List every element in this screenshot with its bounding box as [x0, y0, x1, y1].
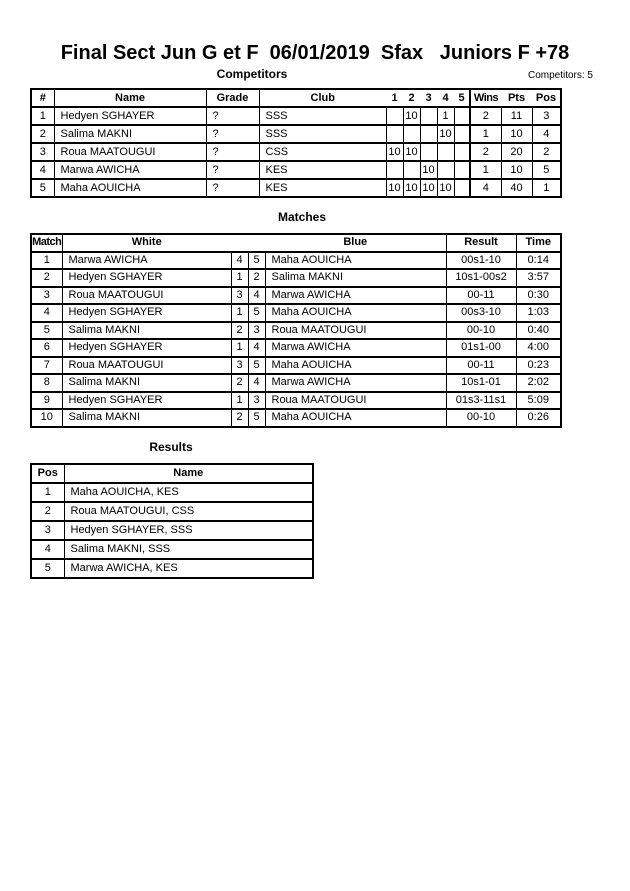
competitor-num-cell: 2	[31, 125, 54, 143]
competitor-score-cell: 10	[403, 107, 420, 125]
match-white-seed-cell: 1	[231, 304, 248, 322]
competitor-wins-cell: 4	[470, 179, 501, 197]
matches-col-blue: Blue	[265, 234, 446, 252]
match-blue-name-cell: Salima MAKNI	[265, 269, 446, 287]
competitor-score-cell	[437, 143, 454, 161]
result-row	[31, 521, 313, 540]
match-num-cell: 4	[31, 304, 62, 322]
match-result-cell: 00-11	[446, 287, 516, 305]
match-result-cell: 00s1-10	[446, 252, 516, 270]
competitor-num-cell: 3	[31, 143, 54, 161]
match-white-name-cell: Salima MAKNI	[62, 409, 231, 427]
match-white-seed-cell: 1	[231, 392, 248, 410]
matches-col-white: White	[62, 234, 231, 252]
competitor-score-cell	[454, 107, 470, 125]
matches-col-time: Time	[516, 234, 561, 252]
match-time-cell: 0:26	[516, 409, 561, 427]
match-white-seed-cell: 2	[231, 322, 248, 340]
result-pos-cell: 5	[31, 559, 64, 578]
match-time-cell: 0:14	[516, 252, 561, 270]
competitor-score-cell	[386, 125, 403, 143]
competitors-table	[30, 88, 562, 198]
matches-col-result: Result	[446, 234, 516, 252]
match-blue-seed-cell: 4	[248, 287, 265, 305]
matches-section-title: Matches	[277, 210, 327, 224]
match-result-cell: 10s1-00s2	[446, 269, 516, 287]
match-result-cell: 00-11	[446, 357, 516, 375]
matches-table	[30, 233, 562, 428]
match-row	[31, 392, 561, 410]
matches-col-blue-num	[248, 234, 265, 252]
competitor-name-cell: Roua MAATOUGUI	[54, 143, 206, 161]
match-row	[31, 287, 561, 305]
result-row	[31, 540, 313, 559]
match-white-seed-cell: 4	[231, 252, 248, 270]
match-num-cell: 10	[31, 409, 62, 427]
match-time-cell: 0:40	[516, 322, 561, 340]
competitors-col-pts: Pts	[501, 89, 532, 107]
result-name-cell: Marwa AWICHA, KES	[64, 559, 313, 578]
match-blue-name-cell: Marwa AWICHA	[265, 287, 446, 305]
competitor-score-cell	[420, 107, 437, 125]
result-name-cell: Salima MAKNI, SSS	[64, 540, 313, 559]
competitor-row	[31, 125, 561, 143]
match-row	[31, 339, 561, 357]
match-num-cell: 2	[31, 269, 62, 287]
competitor-score-cell	[420, 143, 437, 161]
match-blue-seed-cell: 4	[248, 374, 265, 392]
competitors-col-club: Club	[259, 89, 386, 107]
result-pos-cell: 3	[31, 521, 64, 540]
competitor-pts-cell: 40	[501, 179, 532, 197]
match-blue-seed-cell: 5	[248, 304, 265, 322]
match-num-cell: 5	[31, 322, 62, 340]
match-row	[31, 322, 561, 340]
match-white-name-cell: Marwa AWICHA	[62, 252, 231, 270]
match-row	[31, 357, 561, 375]
match-result-cell: 00-10	[446, 322, 516, 340]
match-white-name-cell: Hedyen SGHAYER	[62, 392, 231, 410]
match-white-name-cell: Salima MAKNI	[62, 322, 231, 340]
competitor-wins-cell: 1	[470, 161, 501, 179]
match-time-cell: 5:09	[516, 392, 561, 410]
competitor-row	[31, 161, 561, 179]
competitor-pos-cell: 1	[532, 179, 561, 197]
match-num-cell: 3	[31, 287, 62, 305]
competitor-score-cell	[437, 161, 454, 179]
match-white-name-cell: Roua MAATOUGUI	[62, 287, 231, 305]
match-row	[31, 409, 561, 427]
competitors-col-round-1: 1	[386, 89, 403, 107]
match-white-name-cell: Hedyen SGHAYER	[62, 304, 231, 322]
match-time-cell: 0:30	[516, 287, 561, 305]
match-row	[31, 304, 561, 322]
competitor-wins-cell: 2	[470, 107, 501, 125]
result-pos-cell: 4	[31, 540, 64, 559]
match-result-cell: 00-10	[446, 409, 516, 427]
competitors-col-round-3: 3	[420, 89, 437, 107]
competitor-row	[31, 179, 561, 197]
competitor-num-cell: 4	[31, 161, 54, 179]
match-time-cell: 3:57	[516, 269, 561, 287]
competitor-grade-cell: ?	[206, 179, 259, 197]
match-row	[31, 252, 561, 270]
match-white-seed-cell: 1	[231, 339, 248, 357]
results-section-title: Results	[149, 440, 193, 454]
competitor-score-cell	[454, 161, 470, 179]
match-blue-seed-cell: 3	[248, 392, 265, 410]
result-row	[31, 559, 313, 578]
competitor-score-cell: 10	[403, 143, 420, 161]
competitor-name-cell: Salima MAKNI	[54, 125, 206, 143]
competitor-pos-cell: 2	[532, 143, 561, 161]
competitor-score-cell: 10	[437, 179, 454, 197]
match-blue-seed-cell: 3	[248, 322, 265, 340]
competitor-score-cell: 10	[403, 179, 420, 197]
matches-col-white-num	[231, 234, 248, 252]
competitor-club-cell: CSS	[259, 143, 386, 161]
result-pos-cell: 1	[31, 483, 64, 502]
competitor-wins-cell: 1	[470, 125, 501, 143]
competitors-col-pos: Pos	[532, 89, 561, 107]
competitor-wins-cell: 2	[470, 143, 501, 161]
result-pos-cell: 2	[31, 502, 64, 521]
match-white-name-cell: Hedyen SGHAYER	[62, 269, 231, 287]
match-num-cell: 7	[31, 357, 62, 375]
competitor-club-cell: SSS	[259, 107, 386, 125]
match-row	[31, 374, 561, 392]
match-white-seed-cell: 3	[231, 287, 248, 305]
match-blue-seed-cell: 5	[248, 252, 265, 270]
match-white-seed-cell: 3	[231, 357, 248, 375]
match-time-cell: 4:00	[516, 339, 561, 357]
competitor-name-cell: Marwa AWICHA	[54, 161, 206, 179]
competitor-pos-cell: 4	[532, 125, 561, 143]
competitor-pts-cell: 10	[501, 161, 532, 179]
match-num-cell: 9	[31, 392, 62, 410]
result-name-cell: Hedyen SGHAYER, SSS	[64, 521, 313, 540]
competitor-score-cell: 1	[437, 107, 454, 125]
match-blue-name-cell: Marwa AWICHA	[265, 374, 446, 392]
match-white-seed-cell: 2	[231, 409, 248, 427]
match-white-name-cell: Roua MAATOUGUI	[62, 357, 231, 375]
competitor-pos-cell: 5	[532, 161, 561, 179]
competitor-score-cell	[403, 125, 420, 143]
competitor-row	[31, 107, 561, 125]
competitors-col-round-4: 4	[437, 89, 454, 107]
results-col-name: Name	[64, 464, 313, 483]
competitor-club-cell: KES	[259, 161, 386, 179]
matches-col-match: Match	[31, 234, 62, 252]
competitors-col-grade: Grade	[206, 89, 259, 107]
results-table	[30, 463, 314, 579]
match-blue-name-cell: Maha AOUICHA	[265, 409, 446, 427]
competitor-num-cell: 1	[31, 107, 54, 125]
matches-header-row	[31, 234, 561, 252]
competitors-col-num: #	[31, 89, 54, 107]
match-time-cell: 1:03	[516, 304, 561, 322]
competitors-section-title: Competitors	[216, 67, 288, 81]
match-time-cell: 0:23	[516, 357, 561, 375]
competitor-score-cell	[454, 143, 470, 161]
competitor-pos-cell: 3	[532, 107, 561, 125]
competitor-score-cell	[420, 125, 437, 143]
match-result-cell: 10s1-01	[446, 374, 516, 392]
match-white-seed-cell: 2	[231, 374, 248, 392]
competitors-col-name: Name	[54, 89, 206, 107]
competitors-col-wins: Wins	[470, 89, 501, 107]
results-col-pos: Pos	[31, 464, 64, 483]
competitor-name-cell: Hedyen SGHAYER	[54, 107, 206, 125]
competitor-score-cell	[454, 125, 470, 143]
match-white-seed-cell: 1	[231, 269, 248, 287]
competitor-grade-cell: ?	[206, 107, 259, 125]
match-blue-seed-cell: 5	[248, 357, 265, 375]
match-num-cell: 6	[31, 339, 62, 357]
match-blue-name-cell: Maha AOUICHA	[265, 252, 446, 270]
competitor-row	[31, 143, 561, 161]
match-blue-seed-cell: 4	[248, 339, 265, 357]
competitors-col-round-2: 2	[403, 89, 420, 107]
competitors-header-row	[31, 89, 561, 107]
match-blue-name-cell: Roua MAATOUGUI	[265, 392, 446, 410]
match-row	[31, 269, 561, 287]
match-result-cell: 01s1-00	[446, 339, 516, 357]
competitor-score-cell	[454, 179, 470, 197]
competitor-grade-cell: ?	[206, 161, 259, 179]
competitor-score-cell	[386, 161, 403, 179]
match-blue-name-cell: Roua MAATOUGUI	[265, 322, 446, 340]
competitor-pts-cell: 10	[501, 125, 532, 143]
competitor-score-cell: 10	[386, 179, 403, 197]
result-name-cell: Roua MAATOUGUI, CSS	[64, 502, 313, 521]
match-num-cell: 8	[31, 374, 62, 392]
competitor-club-cell: KES	[259, 179, 386, 197]
competitor-score-cell: 10	[386, 143, 403, 161]
match-result-cell: 00s3-10	[446, 304, 516, 322]
page-title: Final Sect Jun G et F 06/01/2019 Sfax Juniors F +78	[60, 42, 570, 64]
results-header-row	[31, 464, 313, 483]
match-blue-seed-cell: 2	[248, 269, 265, 287]
match-blue-name-cell: Maha AOUICHA	[265, 357, 446, 375]
competitor-pts-cell: 11	[501, 107, 532, 125]
competitor-grade-cell: ?	[206, 143, 259, 161]
match-white-name-cell: Salima MAKNI	[62, 374, 231, 392]
match-num-cell: 1	[31, 252, 62, 270]
competitors-col-round-5: 5	[454, 89, 470, 107]
match-blue-name-cell: Marwa AWICHA	[265, 339, 446, 357]
competitor-pts-cell: 20	[501, 143, 532, 161]
competitor-club-cell: SSS	[259, 125, 386, 143]
competitor-num-cell: 5	[31, 179, 54, 197]
match-time-cell: 2:02	[516, 374, 561, 392]
result-row	[31, 502, 313, 521]
competitor-score-cell	[386, 107, 403, 125]
competitors-count: Competitors: 5	[527, 70, 593, 81]
competitor-score-cell: 10	[420, 179, 437, 197]
match-blue-name-cell: Maha AOUICHA	[265, 304, 446, 322]
competitor-score-cell: 10	[420, 161, 437, 179]
result-name-cell: Maha AOUICHA, KES	[64, 483, 313, 502]
competitor-grade-cell: ?	[206, 125, 259, 143]
competitor-score-cell	[403, 161, 420, 179]
result-row	[31, 483, 313, 502]
match-blue-seed-cell: 5	[248, 409, 265, 427]
match-white-name-cell: Hedyen SGHAYER	[62, 339, 231, 357]
competitor-score-cell: 10	[437, 125, 454, 143]
match-result-cell: 01s3-11s1	[446, 392, 516, 410]
competitor-name-cell: Maha AOUICHA	[54, 179, 206, 197]
